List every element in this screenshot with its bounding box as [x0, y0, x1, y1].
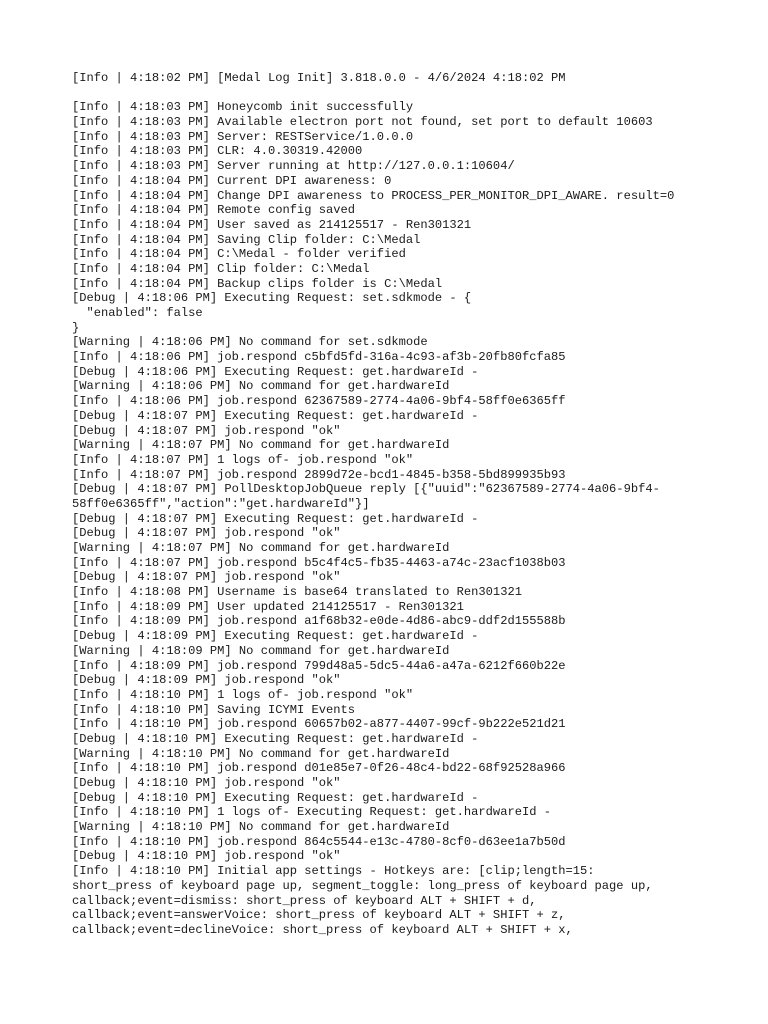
log-line: [Info | 4:18:10 PM] job.respond 60657b02-a877-4407-99cf-9b222e521d21 [72, 717, 566, 732]
log-line: [Debug | 4:18:09 PM] Executing Request: get.hardwareId - [72, 629, 479, 644]
log-line: [Info | 4:18:10 PM] Saving ICYMI Events [72, 702, 356, 717]
log-line: [Info | 4:18:03 PM] CLR: 4.0.30319.42000 [72, 144, 363, 159]
log-line: [Info | 4:18:10 PM] job.respond 864c5544-e13c-4780-8cf0-d63ee1a7b50d [72, 834, 566, 849]
log-line: [Info | 4:18:10 PM] 1 logs of- Executing Request: get.hardwareId - [72, 805, 551, 820]
log-line: [Info | 4:18:07 PM] job.respond b5c4f4c5-fb35-4463-a74c-23acf1038b03 [72, 555, 566, 570]
log-line: [Debug | 4:18:07 PM] job.respond "ok" [72, 526, 341, 541]
log-line: [Debug | 4:18:10 PM] job.respond "ok" [72, 849, 341, 864]
log-line: [Warning | 4:18:07 PM] No command for get.hardwareId [72, 541, 450, 555]
log-line: [Debug | 4:18:07 PM] job.respond "ok" [72, 423, 341, 438]
log-line: [Info | 4:18:04 PM] Clip folder: C:\Medal [72, 261, 370, 276]
log-header-line: [Info | 4:18:02 PM] [Medal Log Init] 3.818.0.0 - 4/6/2024 4:18:02 PM [72, 71, 566, 85]
log-line: "enabled": false [72, 306, 203, 320]
log-line: [Debug | 4:18:06 PM] Executing Request: set.sdkmode - { [72, 291, 472, 306]
log-line: callback;event=declineVoice: short_press of keyboard ALT + SHIFT + x, [72, 922, 573, 937]
log-line: [Debug | 4:18:10 PM] job.respond "ok" [72, 776, 341, 790]
log-line: [Warning | 4:18:06 PM] No command for get.hardwareId [72, 379, 450, 394]
log-line: [Info | 4:18:06 PM] job.respond 62367589-2774-4a06-9bf4-58ff0e6365ff [72, 394, 566, 409]
log-line: [Warning | 4:18:07 PM] No command for get.hardwareId [72, 438, 450, 453]
log-document [72, 71, 762, 938]
log-line: [Debug | 4:18:06 PM] Executing Request: get.hardwareId - [72, 364, 479, 379]
log-line: [Info | 4:18:06 PM] job.respond c5bfd5fd-316a-4c93-af3b-20fb80fcfa85 [72, 350, 566, 365]
blank-line [72, 86, 762, 101]
log-line: [Info | 4:18:03 PM] Honeycomb init successfully [72, 100, 414, 115]
log-line: [Warning | 4:18:10 PM] No command for get.hardwareId [72, 746, 450, 761]
log-line: [Info | 4:18:10 PM] Initial app settings - Hotkeys are: [clip;length=15: [72, 864, 595, 879]
log-line: [Info | 4:18:03 PM] Server: RESTService/1.0.0.0 [72, 129, 414, 144]
log-line: [Warning | 4:18:10 PM] No command for get.hardwareId [72, 820, 450, 835]
log-line: [Info | 4:18:09 PM] job.respond a1f68b32-e0de-4d86-abc9-ddf2d155588b [72, 614, 566, 629]
log-line: [Info | 4:18:07 PM] 1 logs of- job.respond "ok" [72, 452, 414, 467]
log-line: [Warning | 4:18:09 PM] No command for get.hardwareId [72, 643, 450, 658]
log-line: [Info | 4:18:04 PM] Change DPI awareness to PROCESS_PER_MONITOR_DPI_AWARE. result=0 [72, 188, 675, 203]
log-line: callback;event=answerVoice: short_press of keyboard ALT + SHIFT + z, [72, 908, 566, 923]
log-line: [Debug | 4:18:07 PM] Executing Request: get.hardwareId - [72, 511, 479, 526]
log-line: [Debug | 4:18:09 PM] job.respond "ok" [72, 673, 341, 688]
log-line: [Info | 4:18:09 PM] job.respond 799d48a5-5dc5-44a6-a47a-6212f660b22e [72, 658, 566, 673]
log-line: [Info | 4:18:07 PM] job.respond 2899d72e-bcd1-4845-b358-5bd899935b93 [72, 467, 566, 482]
log-line: [Debug | 4:18:07 PM] Executing Request: get.hardwareId - [72, 408, 479, 423]
log-line: callback;event=dismiss: short_press of keyboard ALT + SHIFT + d, [72, 893, 537, 908]
log-line: [Info | 4:18:10 PM] 1 logs of- job.respond "ok" [72, 687, 414, 702]
log-line: [Info | 4:18:04 PM] Backup clips folder is C:\Medal [72, 276, 443, 291]
log-line: short_press of keyboard page up, segment_toggle: long_press of keyboard page up, [72, 878, 653, 893]
log-line: 58ff0e6365ff","action":"get.hardwareId"}] [72, 496, 370, 511]
log-line: [Info | 4:18:03 PM] Server running at http://127.0.0.1:10604/ [72, 159, 515, 174]
log-line: [Debug | 4:18:07 PM] job.respond "ok" [72, 570, 341, 585]
log-line: [Info | 4:18:04 PM] User saved as 214125517 - Ren301321 [72, 217, 472, 232]
log-line: [Info | 4:18:09 PM] User updated 214125517 - Ren301321 [72, 599, 464, 614]
log-line: [Info | 4:18:04 PM] C:\Medal - folder verified [72, 247, 406, 262]
log-line: [Info | 4:18:10 PM] job.respond d01e85e7-0f26-48c4-bd22-68f92528a966 [72, 761, 566, 776]
log-lines [72, 100, 762, 937]
log-line: [Debug | 4:18:07 PM] PollDesktopJobQueue reply [{"uuid":"62367589-2774-4a06-9bf4- [72, 482, 660, 497]
log-line: } [72, 320, 80, 335]
log-line: [Info | 4:18:04 PM] Saving Clip folder: C:\Medal [72, 232, 421, 247]
log-line: [Warning | 4:18:06 PM] No command for set.sdkmode [72, 335, 428, 350]
log-line: [Info | 4:18:04 PM] Current DPI awareness: 0 [72, 173, 392, 188]
log-line: [Info | 4:18:04 PM] Remote config saved [72, 203, 356, 218]
log-line: [Debug | 4:18:10 PM] Executing Request: get.hardwareId - [72, 790, 479, 805]
log-line: [Info | 4:18:08 PM] Username is base64 translated to Ren301321 [72, 585, 522, 600]
log-line: [Debug | 4:18:10 PM] Executing Request: get.hardwareId - [72, 731, 479, 746]
log-line: [Info | 4:18:03 PM] Available electron port not found, set port to default 10603 [72, 115, 653, 130]
